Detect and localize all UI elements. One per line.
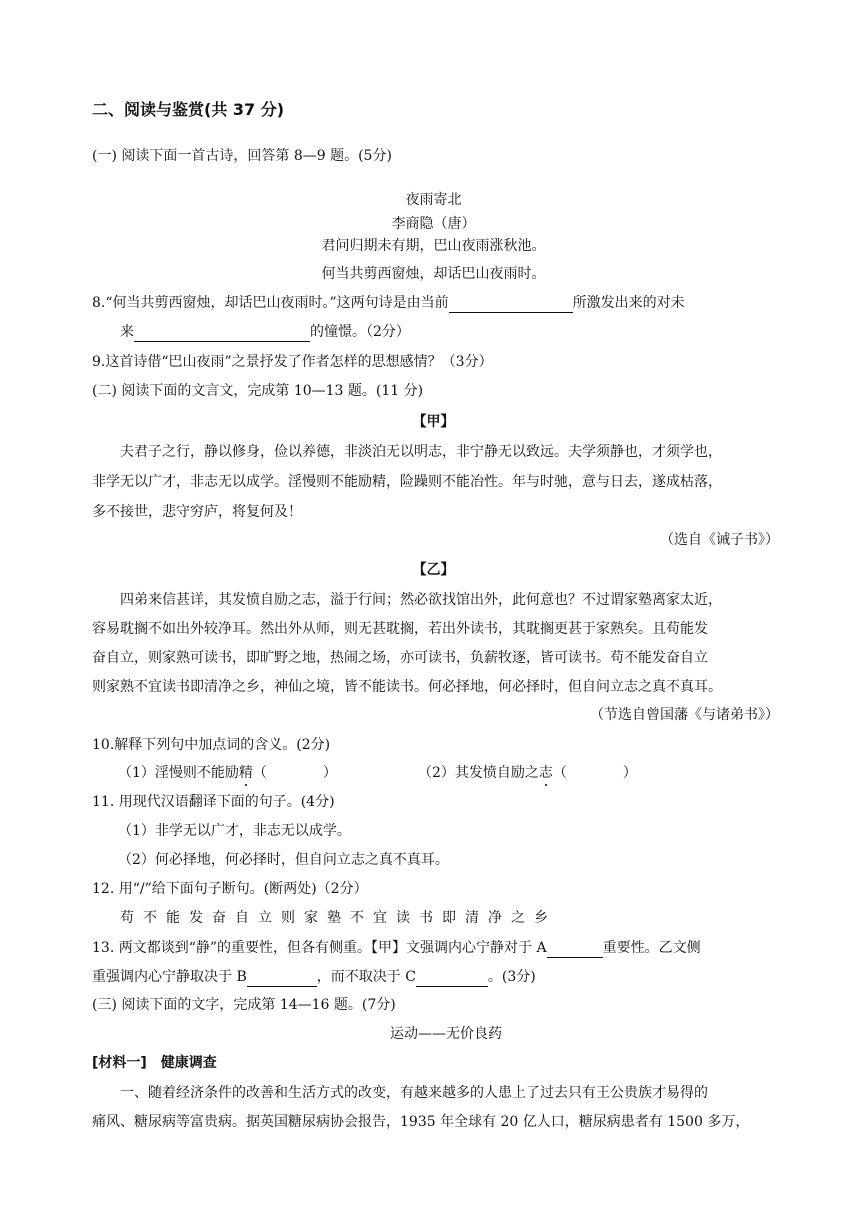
material-1-line-2: 痛风、糖尿病等富贵病。据英国糖尿病协会报告，1935 年全球有 20 亿人口，糖尿病患者有 1500 多万， — [92, 1114, 750, 1130]
poem-author: 李商隐（唐） — [391, 216, 476, 232]
q13-text-c: 重强调内心宁静取决于 B — [92, 969, 247, 985]
question-10-1 — [118, 763, 337, 783]
poem-line-1: 君问归期未有期，巴山夜雨涨秋池。 — [321, 238, 546, 254]
q10-2-dotted-word: 志 — [538, 765, 553, 781]
material-1-line-1: 一、随着经济条件的改善和生活方式的改变，有越来越多的人患上了过去只有王公贵族才易得的 — [120, 1085, 708, 1101]
q10-1-answer-blank[interactable]: （ ） — [252, 765, 337, 781]
jia-source: （选自《诫子书》） — [660, 532, 779, 548]
q13-blank-b[interactable] — [247, 970, 317, 987]
q10-2-answer-blank[interactable]: （ ） — [552, 765, 637, 781]
question-10-2 — [418, 763, 637, 783]
part3-heading: (三) 阅读下面的文字，完成第 14—16 题。(7分) — [92, 997, 396, 1013]
question-8-cont — [120, 322, 410, 342]
yi-line-3: 奋自立，则家熟可读书，即旷野之地，热闹之场，亦可读书，负薪牧逐，皆可读书。苟不能发奋自立 — [92, 650, 708, 666]
part1-heading: (一) 阅读下面一首古诗，回答第 8—9 题。(5分) — [92, 148, 392, 164]
q13-text-a: 13. 两文都谈到“静”的重要性，但各有侧重。【甲】文强调内心宁静对于 A — [92, 940, 547, 956]
q8-text-a: 8.“何当共剪西窗烛，却话巴山夜雨时。”这两句诗是由当前 — [92, 295, 449, 311]
jia-line-3: 多不接世，悲守穷庐，将复何及！ — [92, 504, 302, 520]
q10-2-text: （2）其发愤自励之 — [418, 765, 539, 781]
question-9: 9.这首诗借“巴山夜雨”之景抒发了作者怎样的思想感情？（3分） — [92, 354, 493, 370]
question-12: 12. 用“/”给下面句子断句。(断两处)（2分） — [92, 881, 368, 897]
poem-title: 夜雨寄北 — [405, 192, 462, 208]
yi-source: （节选自曾国藩《与诸弟书》） — [590, 707, 779, 723]
question-11-1: （1）非学无以广才，非志无以成学。 — [118, 823, 351, 839]
q13-text-e: 。(3分) — [487, 969, 536, 985]
q8-text-d: 的憧憬。（2分） — [310, 324, 410, 340]
question-11-2: （2）何必择地，何必择时，但自问立志之真不真耳。 — [118, 852, 449, 868]
q13-blank-c[interactable] — [416, 970, 488, 987]
q8-blank-1[interactable] — [449, 296, 573, 313]
question-8 — [92, 293, 685, 313]
question-12-sentence: 苟不能发奋自立则家塾不宜读书即清净之乡 — [120, 910, 557, 926]
q10-1-dotted-word: 精 — [238, 765, 253, 781]
jia-line-2: 非学无以广才，非志无以成学。淫慢则不能励精，险躁则不能冶性。年与时驰，意与日去，遂成枯落， — [92, 474, 722, 490]
poem-line-2: 何当共剪西窗烛，却话巴山夜雨时。 — [321, 266, 546, 282]
q8-text-c: 来 — [120, 324, 134, 340]
material-1-label: [材料一] 健康调查 — [92, 1055, 217, 1071]
section-title: 二、阅读与鉴赏(共 37 分) — [92, 100, 285, 119]
yi-line-1: 四弟来信甚详，其发愤自励之志，溢于行间；然必欲找馆出外，此何意也？不过谓家塾离家太近， — [120, 592, 722, 608]
jia-label: 【甲】 — [412, 414, 455, 430]
q8-blank-2[interactable] — [134, 325, 310, 342]
q13-blank-a[interactable] — [547, 941, 603, 958]
part2-heading: (二) 阅读下面的文言文，完成第 10—13 题。(11 分) — [92, 383, 424, 399]
question-11: 11. 用现代汉语翻译下面的句子。(4分) — [92, 794, 335, 810]
yi-line-4: 则家熟不宜读书即清净之乡，神仙之境，皆不能读书。何必择地，何必择时，但自问立志之真不真耳。 — [92, 679, 722, 695]
yi-line-2: 容易耽搁不如出外较净耳。然出外从师，则无甚耽搁，若出外读书，其耽搁更甚于家熟矣。且苟能发 — [92, 621, 708, 637]
question-13-cont — [92, 967, 536, 987]
jia-line-1: 夫君子之行，静以修身，俭以养德，非淡泊无以明志，非宁静无以致远。夫学须静也，才须学也， — [120, 444, 722, 460]
q13-text-b: 重要性。乙文侧 — [602, 940, 701, 956]
q10-1-text: （1）淫慢则不能励 — [118, 765, 239, 781]
question-13 — [92, 938, 701, 958]
q13-text-d: ，而不取决于 C — [316, 969, 416, 985]
q8-text-b: 所激发出来的对未 — [572, 295, 685, 311]
part3-title: 运动——无价良药 — [390, 1026, 502, 1042]
question-10: 10.解释下列句中加点词的含义。(2分) — [92, 737, 331, 753]
yi-label: 【乙】 — [412, 562, 455, 578]
